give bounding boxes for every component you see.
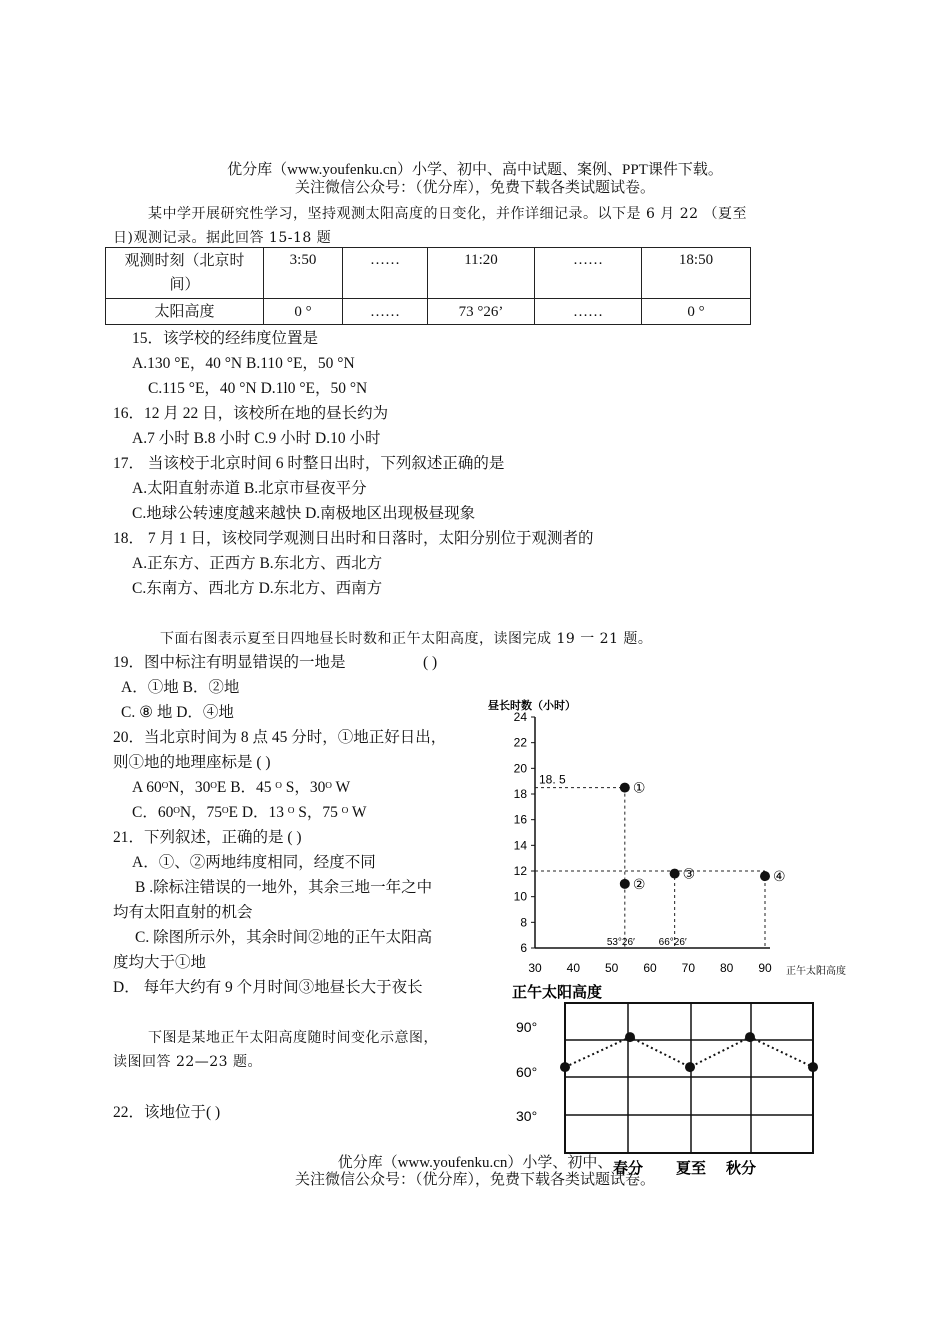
question-20-stem-1: 20．当北京时间为 8 点 45 分时，①地正好日出， (113, 729, 447, 746)
question-15-stem: 15．该学校的经纬度位置是 (132, 330, 319, 347)
intro-paragraph-line-1: 某中学开展研究性学习，坚持观测太阳高度的日变化，并作详细记录。以下是 6 月 22 （夏至 (148, 206, 748, 222)
chart1-point-label: ② (632, 875, 646, 892)
header-line-2: 关注微信公众号：（优分库），免费下载各类试题试卷。 (294, 180, 655, 196)
chart2-y-tick-label: 30° (516, 1108, 538, 1124)
question-21-option-a: A．①、②两地纬度相同，经度不同 (132, 854, 376, 871)
table-cell: 0 ° (264, 299, 343, 325)
chart1-x-tick-label: 90 (758, 961, 772, 975)
question-21-option-b-line-2: 均有太阳直射的机会 (113, 904, 253, 921)
chart2-point (625, 1032, 635, 1042)
intro-paragraph-line-2: 日)观测记录。据此回答 15-18 题 (113, 230, 332, 246)
chart1-point-label: ③ (682, 865, 696, 882)
observation-table (105, 247, 751, 325)
table-header-line-2: 间） (169, 277, 200, 293)
chart2-title: 正午太阳高度 (512, 984, 603, 1001)
table-row (106, 299, 751, 325)
noon-sun-altitude-chart (508, 980, 838, 1180)
intro-paragraph-3-line-2: 读图回答 22—23 题。 (113, 1054, 263, 1070)
footer-line-2: 关注微信公众号：（优分库），免费下载各类试题试卷。 (294, 1172, 655, 1188)
question-22-stem: 22．该地位于( ) (113, 1104, 221, 1121)
chart1-y-tick-label: 20 (513, 761, 527, 776)
question-17-options-1: A.太阳直射赤道 B.北京市昼夜平分 (132, 480, 367, 497)
question-21-option-d: D． 每年大约有 9 个月时间③地昼长大于夜长 (113, 979, 423, 996)
chart1-x-tick-label: 30 (528, 961, 542, 975)
chart1-annotation-66-26: 66°26′ (658, 937, 687, 948)
question-20-options-2: C．60ᴼN，75ᴼE D．13 ᴼ S，75 ᴼ W (132, 804, 367, 821)
chart2-x-label: 夏至 (675, 1160, 707, 1177)
chart1-point (620, 783, 630, 793)
chart1-x-tick-label: 40 (566, 961, 581, 975)
table-cell: …… (343, 248, 428, 299)
chart1-y-tick-label: 10 (513, 889, 527, 904)
intro-paragraph-3-line-1: 下图是某地正午太阳高度随时间变化示意图， (148, 1030, 438, 1046)
chart2-y-tick-label: 90° (516, 1019, 538, 1035)
chart1-point-label: ④ (773, 868, 786, 885)
chart1-xlabel: 正午太阳高度 (786, 966, 846, 977)
footer-line-1: 优分库（www.youfenku.cn）小学、初中、 (337, 1155, 613, 1171)
question-19-stem: 19．图中标注有明显错误的一地是 (113, 654, 346, 671)
chart1-x-tick-label: 60 (643, 961, 657, 975)
chart2-y-tick-label: 60° (516, 1064, 538, 1080)
question-16-stem: 16．12 月 22 日，该校所在地的昼长约为 (113, 405, 389, 422)
question-15-options-2: C.115 °E，40 °N D.1l0 °E，50 °N (148, 380, 368, 397)
chart2-point (560, 1062, 570, 1072)
question-18-options-2: C.东南方、西北方 D.东北方、西南方 (132, 580, 383, 597)
chart1-y-tick-label: 6 (520, 941, 527, 955)
table-header-cell: 太阳高度 (106, 299, 264, 325)
question-19-options-2: C. ⑧ 地 D．④地 (121, 704, 234, 721)
chart1-point-label: ① (632, 779, 646, 796)
table-header-line-1: 观测时刻（北京时 (124, 253, 245, 269)
table-header-cell (106, 248, 264, 299)
table-cell: 73 °26’ (428, 299, 535, 325)
chart1-y-tick-label: 14 (513, 838, 527, 853)
chart1-x-tick-label: 50 (604, 961, 619, 975)
table-cell: …… (535, 299, 642, 325)
chart1-y-tick-label: 18 (513, 787, 527, 801)
chart1-y-tick-label: 24 (513, 710, 527, 724)
table-row (106, 248, 751, 299)
header-line-1: 优分库（www.youfenku.cn）小学、初中、高中试题、案例、PPT课件下载。 (227, 162, 723, 178)
chart2-x-label: 春分 (612, 1160, 644, 1177)
chart1-y-tick-label: 22 (513, 735, 527, 750)
question-17-stem: 17． 当该校于北京时间 6 时整日出时，下列叙述正确的是 (113, 455, 505, 472)
chart2-x-label: 秋分 (725, 1160, 757, 1177)
day-length-scatter-chart (480, 695, 870, 980)
chart1-point (760, 871, 770, 881)
question-21-stem: 21．下列叙述，正确的是 ( ) (113, 829, 302, 846)
chart1-y-tick-label: 8 (520, 915, 527, 930)
chart2-point (745, 1032, 755, 1042)
question-16-options: A.7 小时 B.8 小时 C.9 小时 D.10 小时 (132, 430, 381, 447)
table-cell: 11:20 (428, 248, 535, 299)
question-19-answer-blank: ( ) (423, 654, 438, 671)
chart1-x-tick-label: 80 (719, 961, 734, 975)
question-18-stem: 18． 7 月 1 日，该校同学观测日出时和日落时，太阳分别位于观测者的 (113, 530, 594, 547)
chart1-y-tick-label: 12 (513, 864, 527, 878)
question-20-options-1: A 60ᴼN，30ᴼE B．45 ᴼ S，30ᴼ W (132, 779, 351, 796)
question-20-stem-2: 则①地的地理座标是 ( ) (113, 754, 271, 771)
question-19-options-1: A．①地 B．②地 (121, 679, 240, 696)
chart1-annotation-18-5: 18. 5 (539, 772, 566, 787)
table-cell: …… (535, 248, 642, 299)
chart1-point (620, 879, 630, 889)
chart2-frame (565, 1003, 813, 1153)
question-21-option-c-line-1: C. 除图所示外，其余时间②地的正午太阳高 (135, 929, 433, 946)
chart2-point (685, 1062, 695, 1072)
chart1-annotation-53-26: 53°26′ (606, 937, 635, 948)
question-21-option-b-line-1: B .除标注错误的一地外，其余三地一年之中 (135, 879, 433, 896)
table-cell: 0 ° (642, 299, 751, 325)
chart1-ylabel: 昼长时数（小时） (488, 700, 576, 712)
chart1-x-tick-label: 70 (681, 961, 696, 975)
table-cell: 18:50 (642, 248, 751, 299)
question-15-options-1: A.130 °E，40 °N B.110 °E，50 °N (132, 355, 355, 372)
table-cell: 3:50 (264, 248, 343, 299)
chart2-point (808, 1062, 818, 1072)
chart1-point (670, 869, 680, 879)
intro-paragraph-2: 下面右图表示夏至日四地昼长时数和正午太阳高度，读图完成 19 一 21 题。 (160, 631, 653, 647)
chart1-y-tick-label: 16 (513, 812, 527, 827)
question-17-options-2: C.地球公转速度越来越快 D.南极地区出现极昼现象 (132, 505, 476, 522)
question-21-option-c-line-2: 度均大于①地 (113, 954, 207, 971)
table-cell: …… (343, 299, 428, 325)
question-18-options-1: A.正东方、正西方 B.东北方、西北方 (132, 555, 383, 572)
